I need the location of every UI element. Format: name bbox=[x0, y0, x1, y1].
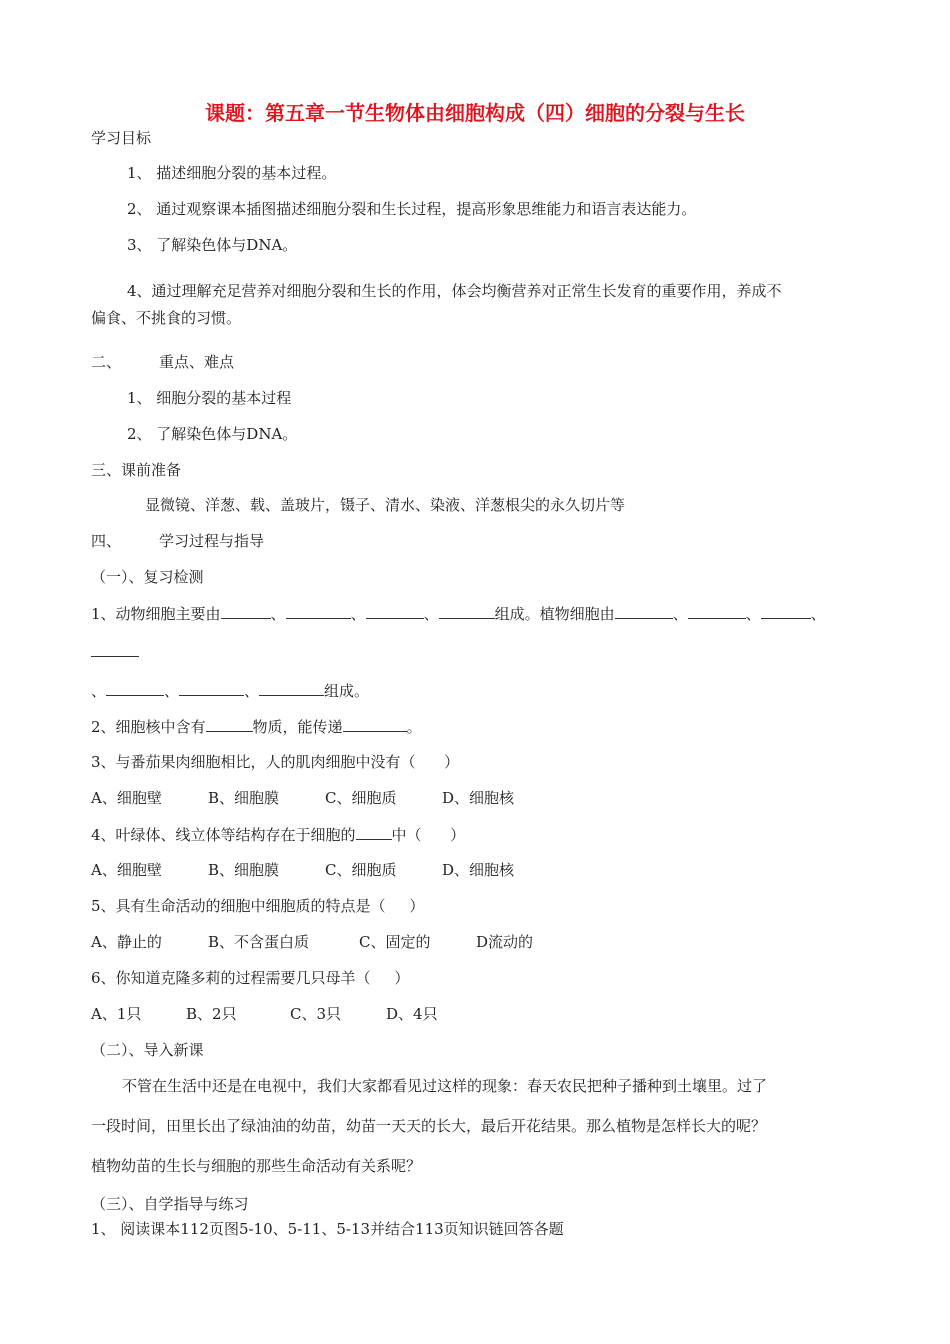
answer-blank[interactable] bbox=[286, 603, 351, 619]
answer-blank[interactable] bbox=[179, 680, 244, 696]
separator: 、 bbox=[672, 605, 688, 623]
q1-prefix: 1、动物细胞主要由 bbox=[91, 605, 221, 623]
objective-3: 3、 了解染色体与DNA。 bbox=[127, 236, 298, 254]
question-1-line3 bbox=[91, 680, 369, 701]
q4-text: 4、叶绿体、线立体等结构存在于细胞的 bbox=[91, 826, 356, 844]
answer-blank[interactable] bbox=[615, 603, 673, 619]
q6-option-b[interactable]: B、2只 bbox=[186, 1005, 237, 1023]
section2-number: 二、 bbox=[91, 353, 122, 371]
answer-blank[interactable] bbox=[439, 603, 495, 619]
q4-option-b[interactable]: B、细胞膜 bbox=[208, 861, 280, 879]
separator: 、 bbox=[350, 605, 366, 623]
q5-option-a[interactable]: A、静止的 bbox=[91, 933, 162, 951]
answer-blank[interactable] bbox=[366, 603, 424, 619]
q3-option-c[interactable]: C、细胞质 bbox=[325, 789, 397, 807]
q1-end: 组成。 bbox=[324, 682, 370, 700]
review-heading: （一）、复习检测 bbox=[91, 568, 204, 586]
page-title: 课题：第五章一节生物体由细胞构成（四）细胞的分裂与生长 bbox=[205, 101, 745, 125]
q6-option-c[interactable]: C、3只 bbox=[290, 1005, 342, 1023]
q1-mid: 组成。植物细胞由 bbox=[494, 605, 615, 623]
q4-option-d[interactable]: D、细胞核 bbox=[442, 861, 515, 879]
q3-option-a[interactable]: A、细胞壁 bbox=[91, 789, 162, 807]
q3-option-d[interactable]: D、细胞核 bbox=[442, 789, 515, 807]
q2-text: 。 bbox=[406, 718, 422, 736]
question-4 bbox=[91, 824, 465, 845]
section4-number: 四、 bbox=[91, 532, 122, 550]
q4-text: 中（ ） bbox=[391, 826, 466, 844]
answer-blank[interactable] bbox=[91, 656, 139, 657]
separator: 、 bbox=[164, 682, 180, 700]
q6-option-a[interactable]: A、1只 bbox=[91, 1005, 142, 1023]
answer-blank[interactable] bbox=[688, 603, 746, 619]
q2-text: 物质，能传递 bbox=[252, 718, 343, 736]
answer-blank[interactable] bbox=[221, 603, 271, 619]
selfstudy-item-1: 1、 阅读课本112页图5-10、5-11、5-13并结合113页知识链回答各题 bbox=[91, 1220, 564, 1238]
q4-option-c[interactable]: C、细胞质 bbox=[325, 861, 397, 879]
question-2 bbox=[91, 716, 422, 737]
q6-option-d[interactable]: D、4只 bbox=[386, 1005, 438, 1023]
question-1-line1 bbox=[91, 603, 826, 624]
answer-blank[interactable] bbox=[206, 716, 253, 732]
separator: 、 bbox=[91, 682, 107, 700]
answer-blank[interactable] bbox=[106, 680, 164, 696]
objective-2: 2、 通过观察课本插图描述细胞分裂和生长过程，提高形象思维能力和语言表达能力。 bbox=[127, 200, 697, 218]
selfstudy-heading: （三）、自学指导与练习 bbox=[91, 1195, 249, 1213]
answer-blank[interactable] bbox=[259, 680, 324, 696]
q5-option-c[interactable]: C、固定的 bbox=[359, 933, 431, 951]
question-3: 3、与番茄果肉细胞相比，人的肌肉细胞中没有（ ） bbox=[91, 753, 460, 771]
key-point-1: 1、 细胞分裂的基本过程 bbox=[127, 389, 292, 407]
separator: 、 bbox=[244, 682, 260, 700]
intro-paragraph-line1: 不管在生活中还是在电视中，我们大家都看见过这样的现象：春天农民把种子播种到土壤里。过了 bbox=[122, 1077, 768, 1095]
key-point-2: 2、 了解染色体与DNA。 bbox=[127, 425, 298, 443]
answer-blank[interactable] bbox=[356, 824, 392, 840]
objective-1: 1、 描述细胞分裂的基本过程。 bbox=[127, 164, 337, 182]
separator: 、 bbox=[423, 605, 439, 623]
question-5: 5、具有生命活动的细胞中细胞质的特点是（ ） bbox=[91, 897, 425, 915]
objective-4-line1: 4、通过理解充足营养对细胞分裂和生长的作用，体会均衡营养对正常生长发育的重要作用，养成不 bbox=[127, 282, 782, 300]
q3-option-b[interactable]: B、细胞膜 bbox=[208, 789, 280, 807]
section4-heading: 学习过程与指导 bbox=[159, 532, 265, 550]
q4-option-a[interactable]: A、细胞壁 bbox=[91, 861, 162, 879]
materials-list: 显微镜、洋葱、载、盖玻片，镊子、清水、染液、洋葱根尖的永久切片等 bbox=[145, 496, 626, 514]
q5-option-d[interactable]: D流动的 bbox=[476, 933, 534, 951]
separator: 、 bbox=[745, 605, 761, 623]
separator: 、 bbox=[270, 605, 286, 623]
q2-text: 2、细胞核中含有 bbox=[91, 718, 206, 736]
intro-paragraph-line2: 一段时间，田里长出了绿油油的幼苗，幼苗一天天的长大，最后开花结果。那么植物是怎样长大的呢？ bbox=[91, 1117, 767, 1135]
q5-option-b[interactable]: B、不含蛋白质 bbox=[208, 933, 310, 951]
answer-blank[interactable] bbox=[761, 603, 811, 619]
answer-blank[interactable] bbox=[343, 716, 407, 732]
objective-4-line2: 偏食、不挑食的习惯。 bbox=[91, 309, 242, 327]
intro-paragraph-line3: 植物幼苗的生长与细胞的那些生命活动有关系呢？ bbox=[91, 1157, 422, 1175]
intro-heading: （二）、导入新课 bbox=[91, 1041, 204, 1059]
objectives-heading: 学习目标 bbox=[91, 129, 152, 147]
separator: 、 bbox=[810, 605, 826, 623]
section3-heading: 三、课前准备 bbox=[91, 461, 182, 479]
question-6: 6、你知道克隆多莉的过程需要几只母羊（ ） bbox=[91, 969, 410, 987]
section2-heading: 重点、难点 bbox=[159, 353, 235, 371]
